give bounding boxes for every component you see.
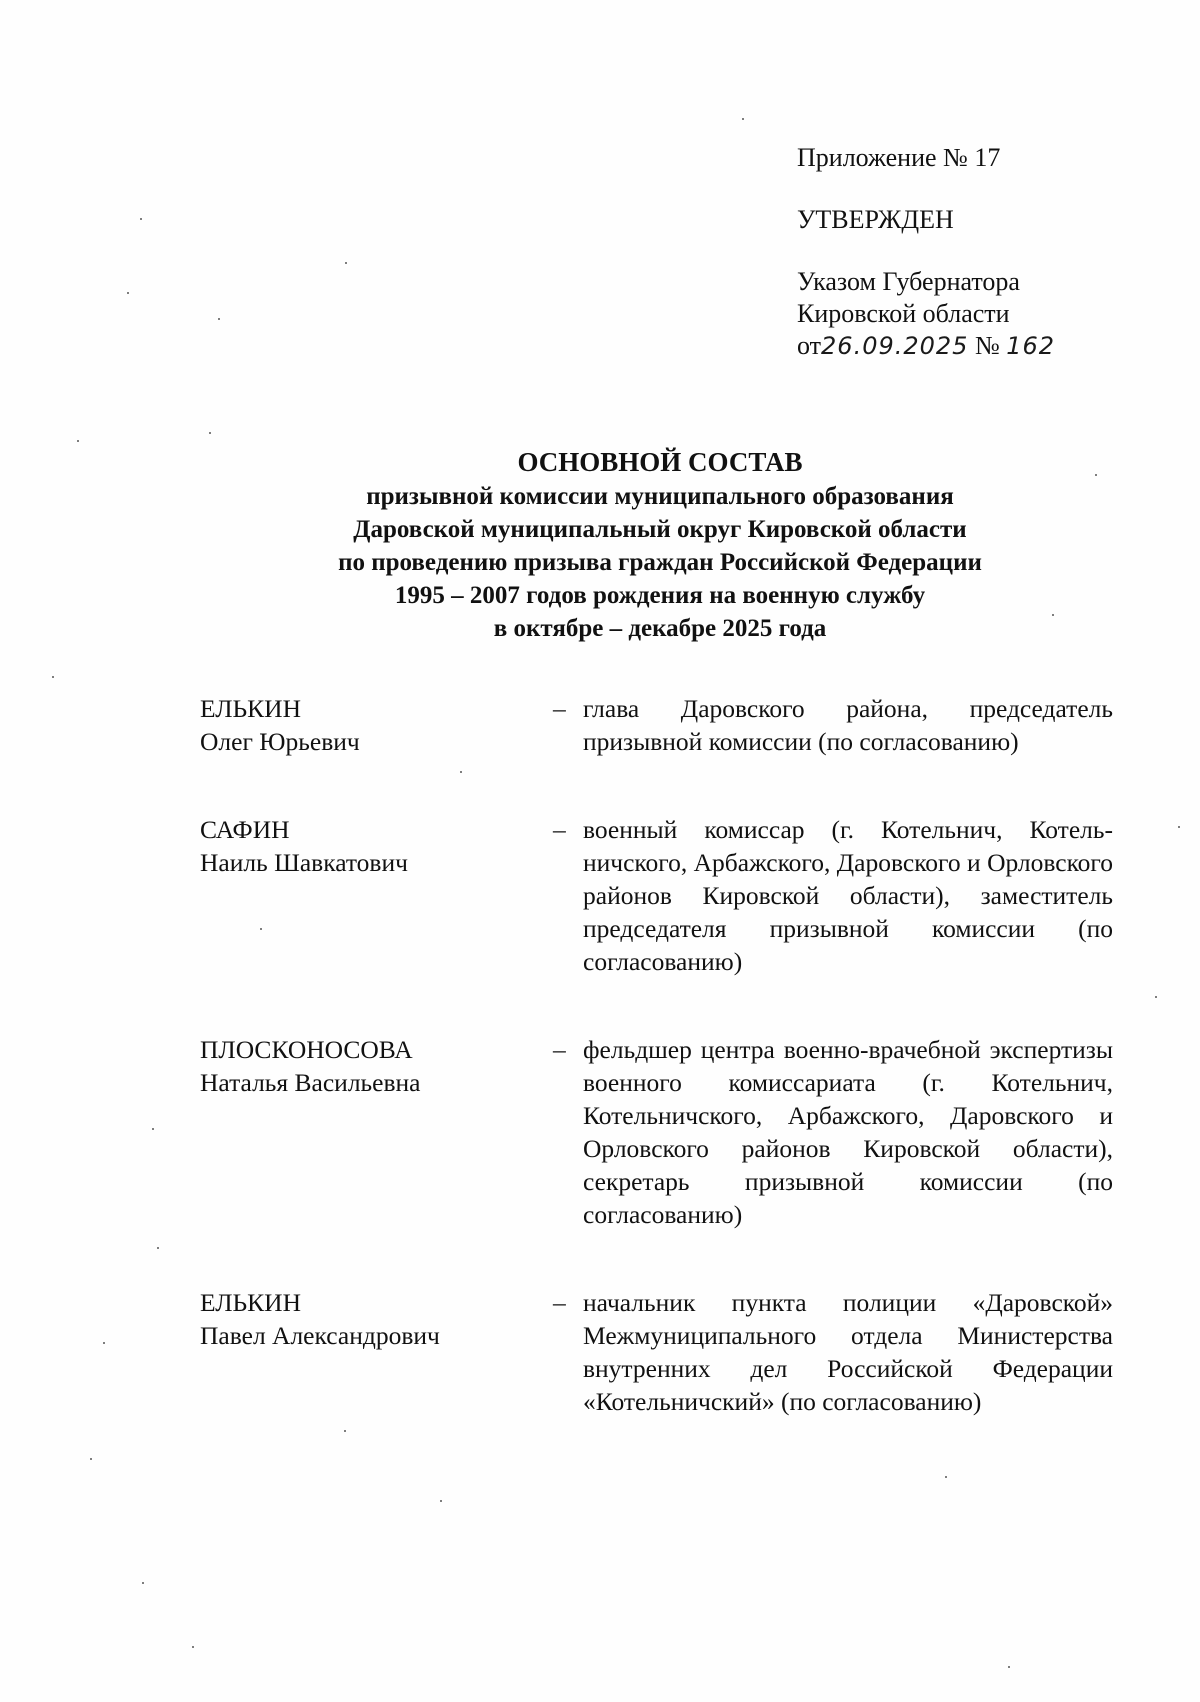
member-role: начальник пункта полиции «Даровской» Межмуниципального отдела Министерства внутренних дел Российской Федерации «Котельничский» (по согласованию) (583, 1288, 1113, 1416)
date-prefix: от (797, 331, 822, 360)
decree-line-1: Указом Губернатора (797, 267, 1020, 296)
member-role: фельдшер центра военно-врачебной экспертизы военного комиссариата (г. Котельнич, Котельничского, Арбажского, Даровского и Орловского районов Кировской области), секретарь призывной комиссии (по согласованию) (583, 1035, 1113, 1229)
scan-speck (90, 1458, 92, 1460)
scan-speck (260, 928, 262, 930)
member-surname: ПЛОСКОНОСОВА (200, 1035, 413, 1064)
member-given-name: Наталья Васильевна (200, 1068, 421, 1097)
member-dash: – (553, 694, 566, 723)
appendix-number: Приложение № 17 (797, 143, 1001, 172)
title-main: ОСНОВНОЙ СОСТАВ (517, 447, 803, 477)
member-surname: САФИН (200, 815, 290, 844)
scan-speck (742, 118, 744, 120)
scan-speck (344, 1430, 346, 1432)
member-given-name: Олег Юрьевич (200, 727, 360, 756)
scan-speck (157, 1247, 159, 1249)
scan-speck (345, 262, 347, 264)
member-name (200, 1286, 553, 1352)
scan-speck (460, 771, 462, 773)
title-line-3: по проведению призыва граждан Российской Федерации (338, 549, 982, 576)
scan-speck (140, 218, 142, 220)
title-line-4: 1995 – 2007 годов рождения на военную службу (394, 582, 926, 609)
scan-speck (945, 1476, 947, 1478)
scan-speck (1155, 996, 1157, 998)
scan-speck (1178, 826, 1180, 828)
member-role: военный комиссар (г. Котельнич, Котельничского, Арбажского, Даровского и Орловского районов Кировской области), заместитель председателя призывной комиссии (по согласованию) (583, 815, 1113, 976)
scan-speck (440, 1500, 442, 1502)
scan-speck (192, 1646, 194, 1648)
scan-speck (218, 318, 220, 320)
title-line-1: призывной комиссии муниципального образования (366, 483, 954, 510)
title-line-2: Даровской муниципальный округ Кировской области (353, 516, 967, 543)
member-surname: ЕЛЬКИН (200, 694, 302, 723)
approval-block (797, 142, 1157, 362)
approved-stamp-text: УТВЕРЖДЕН (797, 205, 954, 234)
member-dash: – (553, 1288, 566, 1317)
scan-speck (77, 440, 79, 442)
scan-speck (142, 1582, 144, 1584)
decree-date-number (797, 330, 1157, 362)
member-given-name: Павел Александрович (200, 1321, 440, 1350)
member-entry (200, 1033, 1120, 1231)
member-dash: – (553, 1035, 566, 1064)
member-entry (200, 813, 1120, 978)
number-prefix: № (974, 331, 1000, 360)
scan-speck (103, 1342, 105, 1344)
title-line-5: в октябре – декабре 2025 года (493, 615, 827, 642)
member-entry (200, 692, 1120, 758)
member-name (200, 1033, 553, 1099)
member-name (200, 692, 553, 758)
member-given-name: Наиль Шавкатович (200, 848, 408, 877)
member-entry (200, 1286, 1120, 1418)
member-role: глава Даровского района, председатель призывной комиссии (по согласованию) (583, 694, 1113, 756)
handwritten-number: 162 (1006, 332, 1056, 360)
scan-speck (209, 432, 211, 434)
scan-speck (52, 676, 54, 678)
scan-speck (127, 292, 129, 294)
scan-speck (1008, 1666, 1010, 1668)
handwritten-date: 26.09.2025 (821, 332, 969, 360)
document-title (120, 444, 1200, 645)
decree-line-2: Кировской области (797, 299, 1010, 328)
member-name (200, 813, 553, 879)
member-surname: ЕЛЬКИН (200, 1288, 302, 1317)
scan-speck (1095, 474, 1097, 476)
member-dash: – (553, 815, 566, 844)
scan-speck (152, 1128, 154, 1130)
scan-speck (1052, 614, 1054, 616)
members-list (200, 692, 1120, 1418)
